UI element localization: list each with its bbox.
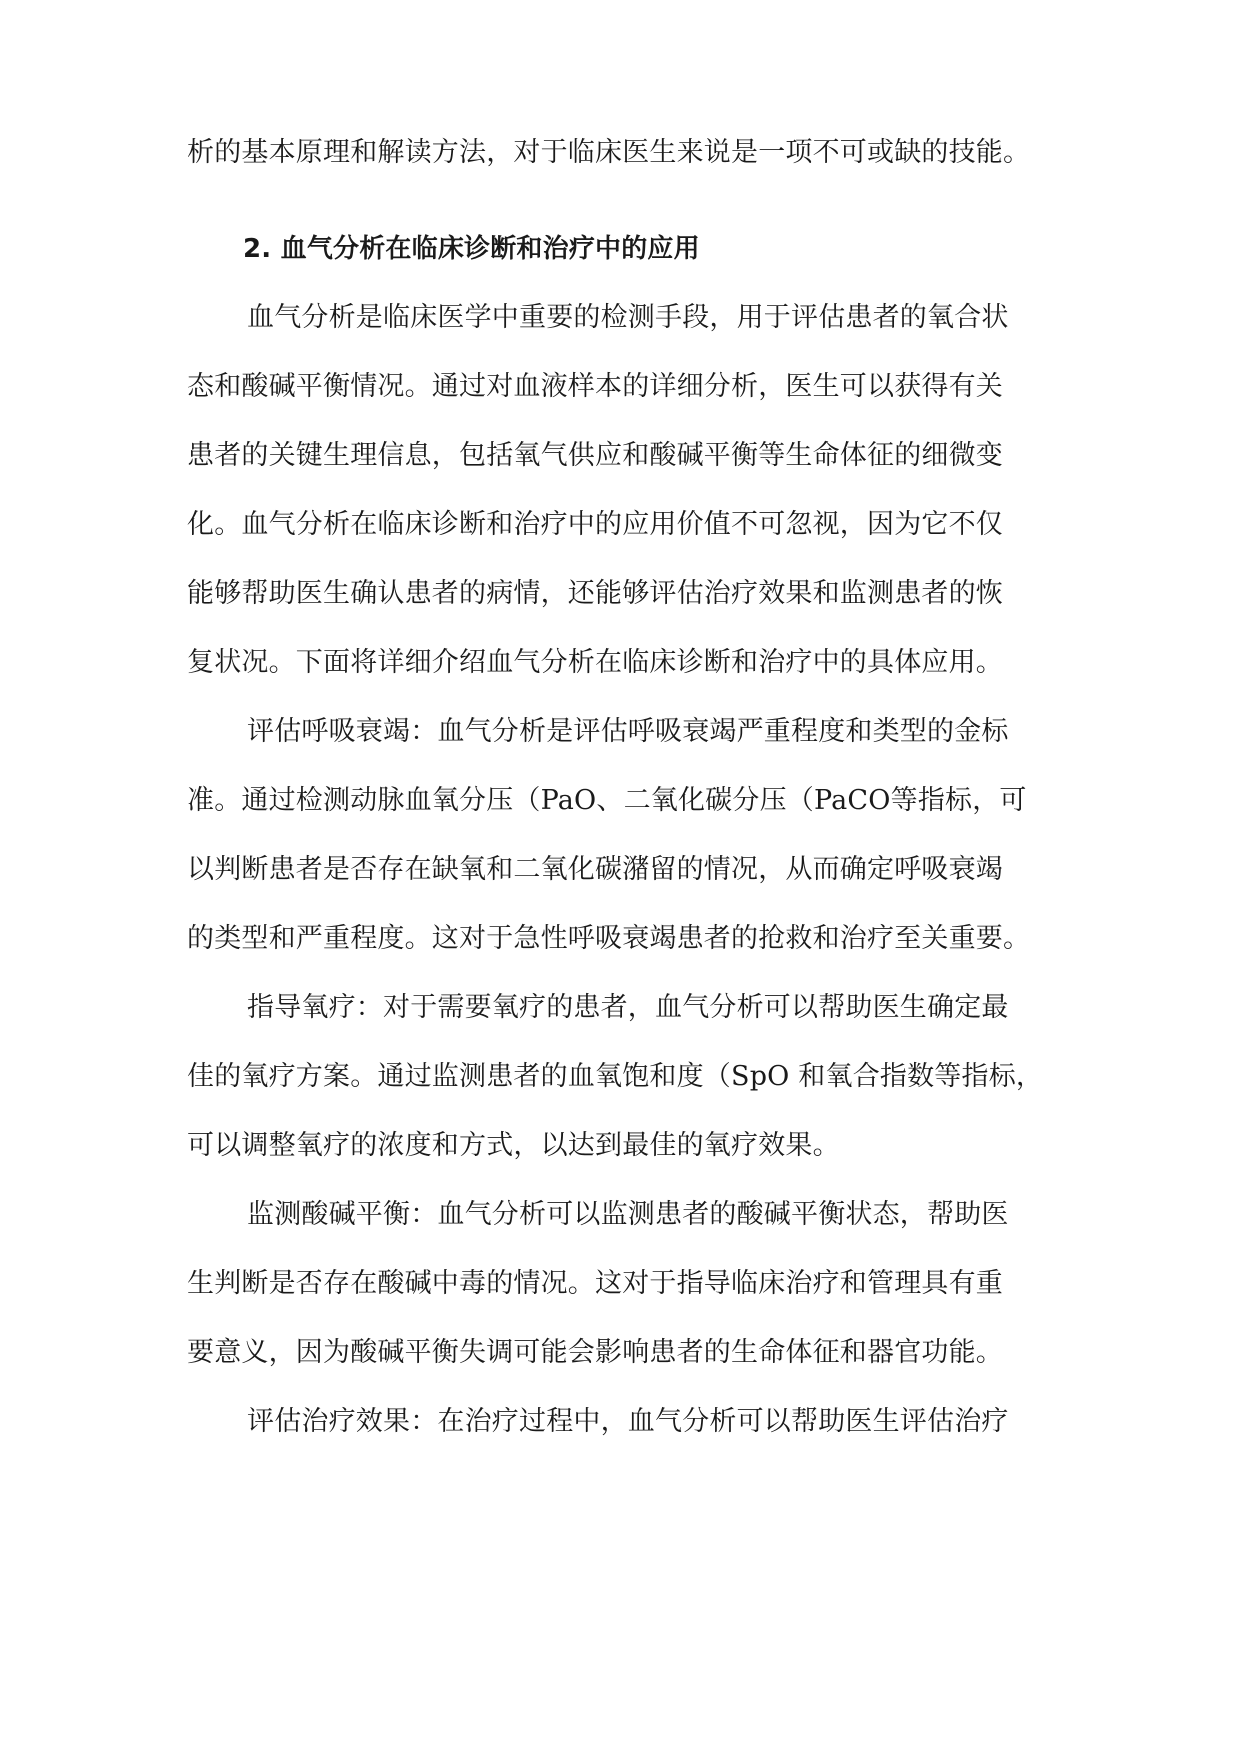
text-line: 可以调整氧疗的浓度和方式，以达到最佳的氧疗效果。	[187, 1130, 840, 1161]
text-line: 化。血气分析在临床诊断和治疗中的应用价值不可忽视，因为它不仅	[187, 509, 1003, 540]
text-line: 血气分析是临床医学中重要的检测手段，用于评估患者的氧合状	[247, 302, 1009, 333]
text-line: 患者的关键生理信息，包括氧气供应和酸碱平衡等生命体征的细微变	[187, 440, 1003, 471]
text-line: 态和酸碱平衡情况。通过对血液样本的详细分析，医生可以获得有关	[187, 371, 1003, 402]
text-line: 佳的氧疗方案。通过监测患者的血氧饱和度（SpO 和氧合指数等指标，	[187, 1061, 1044, 1092]
text-line: 生判断是否存在酸碱中毒的情况。这对于指导临床治疗和管理具有重	[187, 1268, 1003, 1299]
text-line: 指导氧疗：对于需要氧疗的患者，血气分析可以帮助医生确定最	[247, 992, 1009, 1023]
text-line: 监测酸碱平衡：血气分析可以监测患者的酸碱平衡状态，帮助医	[247, 1199, 1009, 1230]
text-line: 准。通过检测动脉血氧分压（PaO、二氧化碳分压（PaCO等指标，可	[187, 785, 1027, 816]
text-line: 复状况。下面将详细介绍血气分析在临床诊断和治疗中的具体应用。	[187, 647, 1003, 678]
text-line: 要意义，因为酸碱平衡失调可能会影响患者的生命体征和器官功能。	[187, 1337, 1003, 1368]
text-line: 以判断患者是否存在缺氧和二氧化碳潴留的情况，从而确定呼吸衰竭	[187, 854, 1003, 885]
section-heading: 2. 血气分析在临床诊断和治疗中的应用	[243, 234, 700, 264]
text-line: 评估呼吸衰竭：血气分析是评估呼吸衰竭严重程度和类型的金标	[247, 716, 1009, 747]
text-line: 析的基本原理和解读方法，对于临床医生来说是一项不可或缺的技能。	[187, 137, 1031, 168]
text-line: 的类型和严重程度。这对于急性呼吸衰竭患者的抢救和治疗至关重要。	[187, 923, 1031, 954]
text-line: 能够帮助医生确认患者的病情，还能够评估治疗效果和监测患者的恢	[187, 578, 1003, 609]
text-line: 评估治疗效果：在治疗过程中，血气分析可以帮助医生评估治疗	[247, 1406, 1009, 1437]
